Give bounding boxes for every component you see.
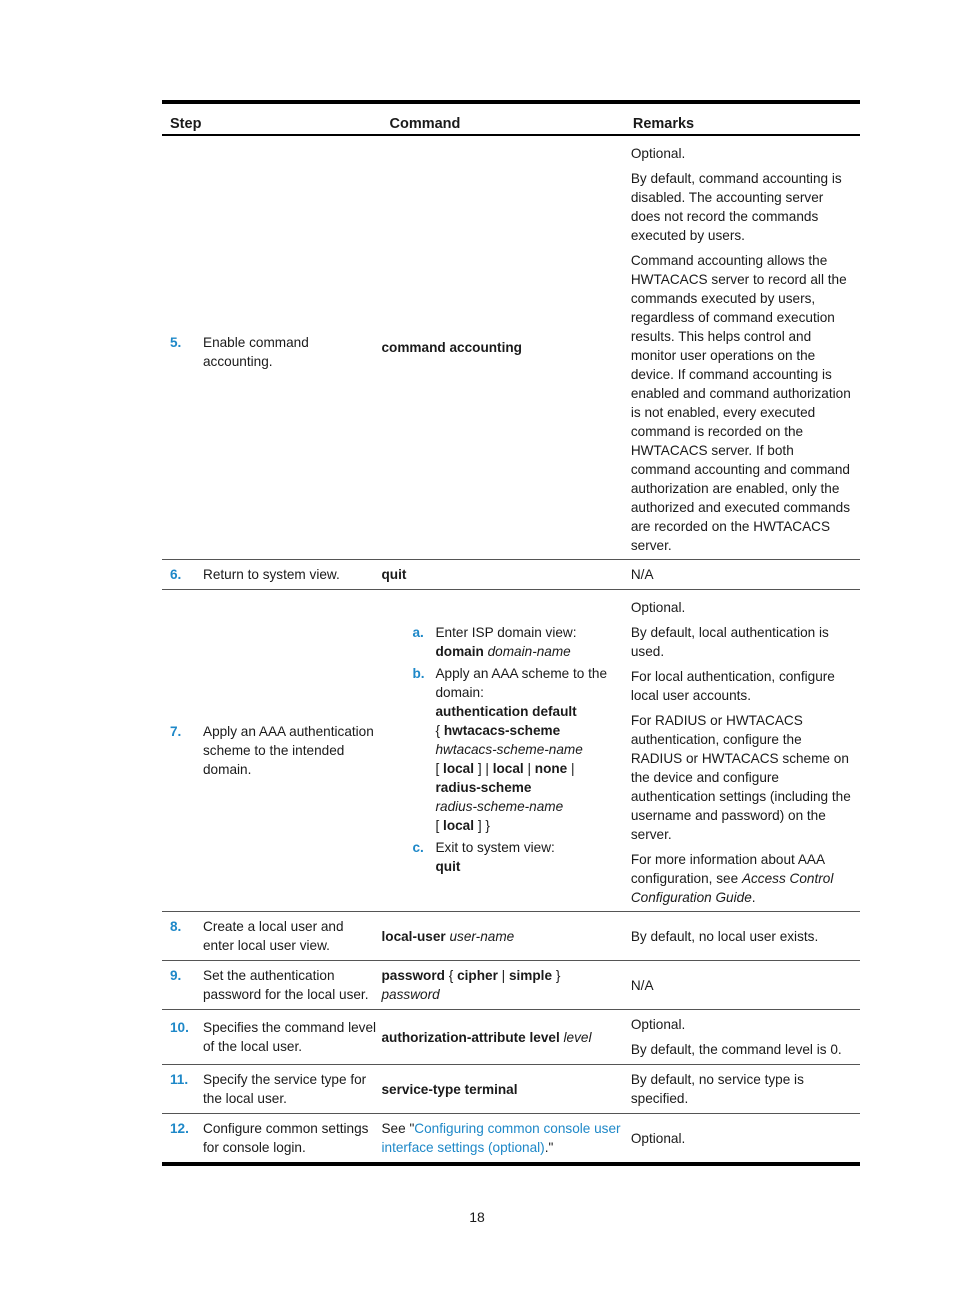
table-row [162,1114,860,1165]
remarks-cell [631,1070,856,1108]
syntax-symbol: } [555,968,561,983]
remarks-cell [631,976,856,995]
step-text: Specify the service type for the local user. [203,1072,367,1106]
substep-text: Enter ISP domain view: [435,624,577,640]
guide-reference: Access Control Configuration Guide [630,871,834,905]
command-keyword: local [443,760,475,776]
substep-text: Exit to system view: [435,839,555,855]
command-text: command accounting [381,340,522,355]
remark: For local authentication, configure local user accounts. [630,669,835,703]
table-row [162,961,860,1010]
substep-list [381,623,620,876]
step-number: 12. [170,1121,189,1136]
step-cell [162,1119,377,1157]
remark: By default, local authentication is used. [630,625,829,659]
remark: By default, the command level is 0. [630,1042,842,1057]
syntax-symbol: | [571,760,575,776]
remarks-cell [631,144,856,555]
syntax-symbol: | [527,760,531,776]
remark: Optional. [630,1130,686,1146]
remark: For RADIUS or HWTACACS authentication, configure the RADIUS or HWTACACS scheme on the device and configure authentication settings (including the username and password) on the server. [630,713,851,842]
step-text: Enable command accounting. [203,335,309,369]
command-keyword: domain [435,643,484,659]
command-keyword: authentication default [435,703,577,719]
step-number: 5. [170,335,182,350]
remarks-cell [631,565,856,584]
command-argument: level [563,1029,592,1045]
syntax-symbol: [ [435,817,440,833]
reference-suffix: ." [544,1140,554,1155]
command-table [162,100,860,1166]
command-argument: radius-scheme-name [435,798,564,814]
step-number: 8. [170,919,182,934]
remarks-cell [631,598,856,907]
step-text: Return to system view. [203,567,340,582]
table-row [162,912,860,961]
command-text: service-type terminal [381,1081,518,1097]
command-keyword: none [534,760,568,776]
header-step: Step [162,102,381,135]
step-text: Configure common settings for console login. [203,1121,369,1155]
step-text: Apply an AAA authentication scheme to the intended domain. [203,724,374,777]
step-text: Set the authentication password for the local user. [203,968,369,1002]
substep-item [412,623,620,661]
step-number: 7. [170,724,182,739]
syntax-symbol: ] } [477,817,490,833]
syntax-symbol: [ [435,760,440,776]
command-argument: hwtacacs-scheme-name [435,741,583,757]
syntax-symbol: ] | [477,760,489,776]
command-keyword: local-user [381,928,446,944]
remark: Optional. [630,600,686,615]
table-row [162,1065,860,1114]
header-command: Command [381,102,624,135]
table-row [162,590,860,912]
remark-prefix: For more information about AAA configuration, see [630,852,825,886]
remark: Optional. [630,146,686,161]
reference-prefix: See " [381,1121,415,1136]
remark-suffix: . [751,890,756,905]
step-cell [162,1070,377,1108]
remark: N/A [630,977,654,993]
remarks-cell [631,927,856,946]
command-keyword: quit [435,858,461,874]
substep-letter: b. [412,665,425,681]
substep-letter: a. [412,624,424,640]
table-row [162,135,860,560]
syntax-symbol: | [501,968,506,983]
command-keyword: local [443,817,475,833]
remarks-cell [631,1129,856,1148]
step-cell [162,333,377,371]
step-number: 11. [170,1072,189,1087]
step-cell [162,565,377,584]
syntax-symbol: { [448,968,454,983]
command-keyword: cipher [457,968,498,983]
command-text: quit [381,567,407,582]
page-number: 18 [469,1209,485,1225]
command-argument: user-name [449,928,515,944]
substep-item [412,664,620,835]
command-keyword: hwtacacs-scheme [443,722,561,738]
command-keyword: authorization-attribute level [381,1029,560,1045]
command-keyword: password [381,968,445,983]
table-row [162,560,860,590]
step-text: Specifies the command level of the local user. [203,1020,377,1054]
command-argument: domain-name [487,643,571,659]
substep-item [412,838,620,876]
step-number: 10. [170,1020,189,1035]
header-remarks: Remarks [625,102,860,135]
remark: By default, no service type is specified. [630,1072,804,1106]
step-cell [162,966,377,1004]
table-row [162,1010,860,1065]
remark: N/A [630,567,654,582]
step-text: Create a local user and enter local user view. [203,919,344,953]
command-keyword: radius-scheme [435,779,532,795]
remark: By default, no local user exists. [630,928,819,944]
reference-link[interactable]: Configuring common console user interface settings (optional) [381,1121,621,1155]
remarks-cell [631,1015,856,1059]
remark: Optional. [630,1017,686,1032]
table-header-row [162,102,860,135]
syntax-symbol: { [435,722,441,738]
command-keyword: local [492,760,524,776]
command-argument: password [381,987,440,1002]
remark: By default, command accounting is disabled. The accounting server does not record the commands executed by users. [630,171,842,243]
step-number: 9. [170,968,182,983]
step-cell [162,1018,377,1056]
remark [631,850,856,907]
substep-text: Apply an AAA scheme to the domain: [435,665,608,700]
command-keyword: simple [508,968,553,983]
step-cell [162,722,377,779]
step-cell [162,917,377,955]
step-number: 6. [170,567,182,582]
remark: Command accounting allows the HWTACACS server to record all the commands executed by users, regardless of command execution results. This helps control and monitor user operations on the device. If command accounting is enabled and command authorization is not enabled, every executed command is recorded on the HWTACACS server. If both command accounting and command authorization are enabled, only the authorized and executed commands are recorded on the HWTACACS server. [630,253,851,553]
substep-letter: c. [412,839,424,855]
